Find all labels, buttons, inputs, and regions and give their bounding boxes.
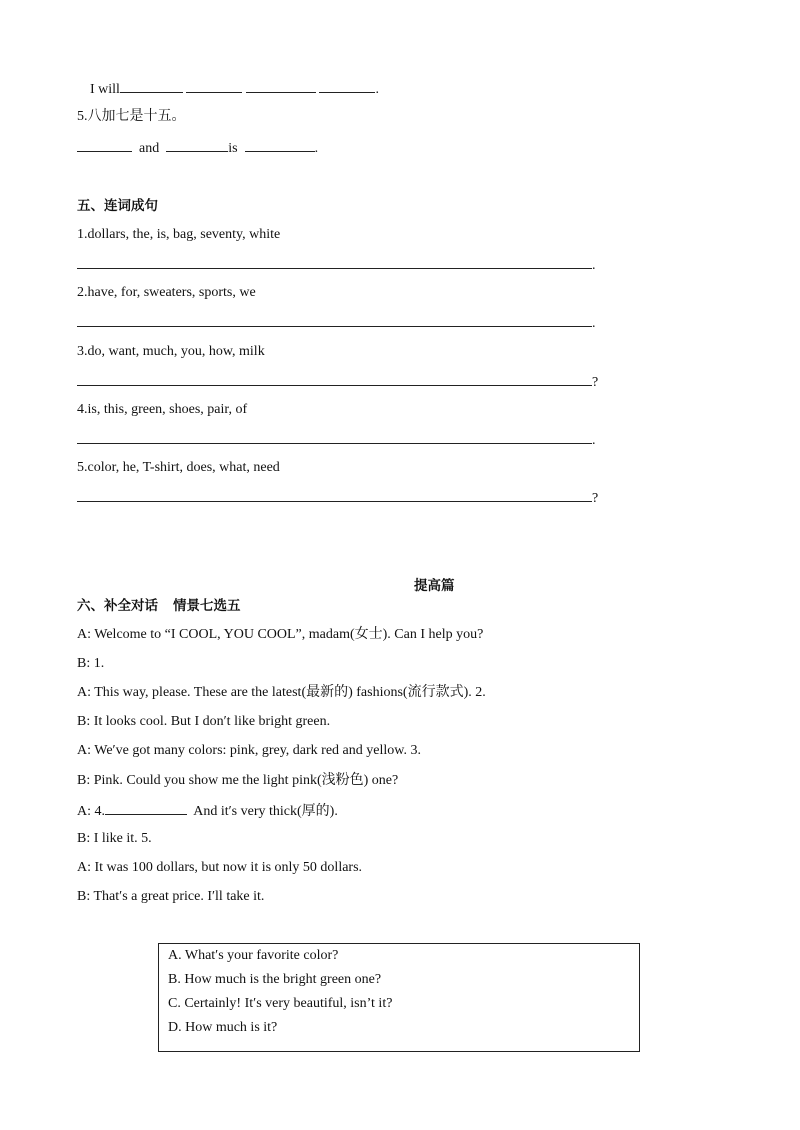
blank[interactable] (77, 138, 132, 152)
choice-a: A. What′s your favorite color? (168, 948, 339, 963)
answer-line[interactable] (77, 255, 592, 269)
choice-b: B. How much is the bright green one? (168, 972, 382, 987)
blank[interactable] (186, 79, 242, 93)
blank[interactable] (319, 79, 375, 93)
dialogue-line-7: A: 4. And it′s very thick(厚的). (77, 801, 338, 821)
answer-line[interactable] (77, 372, 592, 386)
answer-line[interactable] (77, 313, 592, 327)
choice-c: C. Certainly! It′s very beautiful, isn’t it? (168, 996, 393, 1011)
advanced-heading: 提高篇 (414, 578, 455, 593)
q5-answer-line: and is . (77, 138, 318, 158)
s5-item-5-answer: ? (77, 488, 598, 508)
section5-title: 五、连词成句 (77, 198, 158, 213)
s5-item-4-answer: . (77, 430, 596, 450)
dialogue-line-3: A: This way, please. These are the latest(最新的) fashions(流行款式). 2. (77, 685, 486, 700)
dialogue-line-1: A: Welcome to “I COOL, YOU COOL”, madam(女士). Can I help you? (77, 627, 484, 642)
s5-item-1-answer: . (77, 255, 596, 275)
blank[interactable] (245, 138, 315, 152)
dialogue-line-8: B: I like it. 5. (77, 831, 152, 846)
dialogue-line-10: B: That′s a great price. I′ll take it. (77, 889, 265, 904)
choice-d: D. How much is it? (168, 1020, 278, 1035)
blank[interactable] (120, 79, 183, 93)
q5-prompt: 5.八加七是十五。 (77, 109, 186, 124)
dialogue-line-5: A: We′ve got many colors: pink, grey, dark red and yellow. 3. (77, 743, 421, 758)
answer-line[interactable] (77, 430, 592, 444)
q4-answer-line: I will . (90, 79, 379, 99)
section6-title: 六、补全对话 情景七选五 (77, 598, 241, 613)
s5-item-1-words: 1.dollars, the, is, bag, seventy, white (77, 227, 281, 242)
s5-item-3-answer: ? (77, 372, 598, 392)
blank[interactable] (166, 138, 228, 152)
s5-item-2-words: 2.have, for, sweaters, sports, we (77, 285, 256, 300)
dialogue-line-9: A: It was 100 dollars, but now it is only 50 dollars. (77, 860, 363, 875)
blank[interactable] (246, 79, 316, 93)
dialogue-line-2: B: 1. (77, 656, 105, 671)
choices-box (158, 943, 640, 1052)
blank[interactable] (105, 801, 187, 815)
dialogue-line-6: B: Pink. Could you show me the light pink(浅粉色) one? (77, 773, 399, 788)
dialogue-line-4: B: It looks cool. But I don′t like bright green. (77, 714, 331, 729)
s5-item-3-words: 3.do, want, much, you, how, milk (77, 344, 265, 359)
s5-item-5-words: 5.color, he, T-shirt, does, what, need (77, 460, 280, 475)
s5-item-4-words: 4.is, this, green, shoes, pair, of (77, 402, 248, 417)
answer-line[interactable] (77, 488, 592, 502)
s5-item-2-answer: . (77, 313, 596, 333)
